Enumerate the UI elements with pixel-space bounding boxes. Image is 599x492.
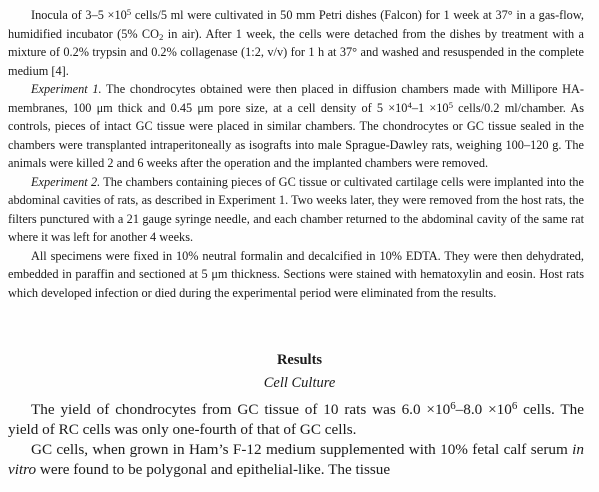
gc-cells-paragraph: GC cells, when grown in Ham’s F-12 medium supplemented with 10% fetal calf serum in vitro were found to be polygonal and epithelial-like. The tissue xyxy=(8,441,584,478)
yield-paragraph: The yield of chondrocytes from GC tissue of 10 rats was $6.0 \times 10^6-8.0 \times 10^6$ cells. The yield of RC cells was only one-fourth of that of GC cells. xyxy=(8,400,584,438)
experiment-2-paragraph: Experiment 2. The chambers containing pieces of GC tissue or cultivated cartilage cells were implanted into the abdominal cavities of rats, as described in Experiment 1. Two weeks later, they were removed from the host rats, the filters punctured with a 21 gauge syringe needle, and each chamber returned to the abdominal cavity of the same rat where it was left for another 4 weeks. xyxy=(8,174,585,244)
experiment-1-paragraph: Experiment 1. The chondrocytes obtained were then placed in diffusion chambers made with Millipore HA-membranes, 100 μm thick and 0.45 μm pore size, at a cell density of $5 \times 10^4-1 \times 10^5$ cells/0.2 ml/chamber. As controls, pieces of intact GC tissue were placed in similar chambers. The chondrocytes or GC tissue sealed in the chambers were transplanted intraperitoneally as isografts into male Sprague-Dawley rats, weighing 100–120 g. The animals were killed 2 and 6 weeks after the operation and the implanted chambers were removed. xyxy=(8,82,584,170)
culture-paragraph: Inocula of $3-5 \times 10^5$ cells/5 ml were cultivated in 50 mm Petri dishes (Falcon) for 1 week at 37° in a gas-flow, humidified incubator (5% $CO_2$ in air). After 1 week, the cells were detached from the dishes by treatment with a mixture of 0.2% trypsin and 0.2% collagenase (1:2, v/v) for 1 h at 37° and washed and resuspended in the complete medium [4]. xyxy=(8,7,584,78)
experiment-1-label: Experiment 1. xyxy=(31,82,102,96)
results-body xyxy=(8,400,584,480)
results-heading: Results xyxy=(276,352,323,368)
cell-culture-subheading: Cell Culture xyxy=(263,375,336,391)
specimens-paragraph: All specimens were fixed in 10% neutral formalin and decalcified in 10% EDTA. They were then dehydrated, embedded in paraffin and sectioned at 5 μm thickness. Sections were stained with hematoxylin and eosin. Host rats which developed infection or died during the experimental period were eliminated from the results. xyxy=(8,248,584,300)
experiment-2-label: Experiment 2. xyxy=(31,174,101,189)
methods-section xyxy=(8,6,584,302)
